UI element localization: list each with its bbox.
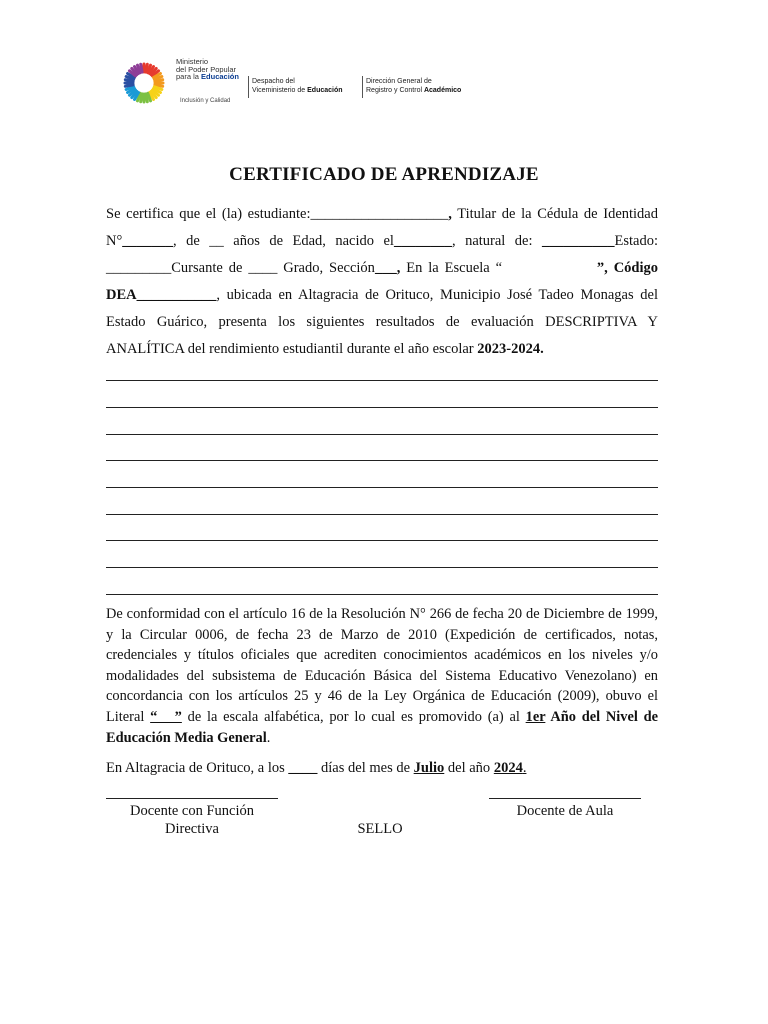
text: Estado: _________Cursante de ____ Grado, Sección [106,233,658,276]
month: Julio [413,760,445,776]
dept1-line-2b: Educación [307,87,343,94]
logo-ray [155,80,163,81]
text: de la escala alfabética, por lo cual es promovido (a) al [181,708,526,725]
evaluation-line [106,407,658,408]
ministry-logo-icon [118,56,174,106]
text: Se certifica que el (la) estudiante: [106,206,311,222]
dept1-block [252,77,343,95]
text: De conformidad con el artículo 16 de la Resolución N° 266 de fecha 20 de Diciembre de 1999, y la Circular 0006, de fecha 23 de Marzo de 2010 (Expedición de certificados, notas, credenciales y títulos oficiales que acrediten conocimientos académicos en los niveles y/o modalidades del subsistema de Educación Básica del Sistema Educativo Venezolano) en concordancia con los artículos 25 y 46 de la Ley Orgánica de Educación (2009), obuvo el Literal [106,606,658,725]
birthplace-blank: __________ [542,233,615,249]
dea-code-blank: ___________ [136,287,217,303]
literal-blank: “ ” [150,708,182,725]
teacher-signature-label: Docente de Aula [516,803,614,819]
evaluation-line [106,594,658,595]
director-label-line-2: Directiva [165,821,219,837]
legal-basis-paragraph [106,604,658,748]
date-paragraph [106,758,658,778]
promoted-grade: 1er [525,708,546,725]
student-name-blank: ___________________ [310,206,449,222]
director-signature-label [106,802,278,838]
text: del año [444,760,494,776]
dept1-line-2 [252,86,343,95]
evaluation-line [106,540,658,541]
text: , [448,206,452,222]
letterhead [118,52,488,122]
dept2-block [366,77,461,95]
stamp-label: SELLO [357,821,403,837]
ministry-line-3a: para la [176,72,202,81]
evaluation-line [106,487,658,488]
evaluation-line [106,380,658,381]
dept2-line-2a: Registro y Control [366,87,424,94]
motto: Inclusión y Calidad [180,98,231,104]
id-number-blank: _______ [122,233,174,249]
text: , ubicada en Altagracia de Orituco, Municipio José Tadeo Monagas del Estado Guárico, presenta los siguientes resultados de evaluación DESCRIPTIVA Y ANALÍTICA del rendimiento estudiantil durante el año escolar [106,287,658,357]
evaluation-line [106,460,658,461]
teacher-signature-line [489,798,641,799]
ministry-line-2: del Poder Popular [176,64,237,74]
header-divider [362,76,363,98]
dept2-line-1: Dirección General de [366,78,432,85]
dept1-line-2a: Viceministerio de [252,87,308,94]
text: , natural de: [451,233,542,249]
certification-paragraph [106,201,658,363]
text: En la Escuela “ [400,260,503,276]
text: . [522,760,527,776]
school-name-gap [502,260,597,276]
text: En Altagracia de Orituco, a los [106,760,289,776]
education-level: Año del Nivel de Educación Media General [106,708,659,746]
birth-date-blank: ________ [393,233,452,249]
text: . [266,729,271,746]
text: ”, Código DEA [106,260,659,303]
director-label-line-1: Docente con Función [129,803,255,819]
dept2-line-2b: Académico [423,87,462,94]
evaluation-line [106,514,658,515]
document-title: CERTIFICADO DE APRENDIZAJE [229,164,539,185]
header-divider [248,76,249,98]
year: 2024 [493,760,523,776]
director-signature-line [106,798,278,799]
text: días del mes de [317,760,414,776]
dept1-line-1: Despacho del [252,78,295,85]
ministry-line-3b: Educación [201,72,239,81]
ministry-line-3 [176,73,239,81]
logo-ray [125,85,133,86]
school-year: 2023-2024. [477,341,544,357]
evaluation-line [106,567,658,568]
text: , de __ años de Edad, nacido el [173,233,394,249]
day-blank: ____ [288,760,318,776]
text: Titular de la Cédula de Identidad N° [106,206,658,249]
ministry-line-1: Ministerio [176,57,209,66]
logo-ray [146,94,147,102]
logo-ray [141,64,142,72]
dept2-line-2 [366,86,461,95]
evaluation-line [106,434,658,435]
ministry-name [176,58,239,81]
text: , [396,260,401,276]
section-blank: ___ [374,260,397,276]
